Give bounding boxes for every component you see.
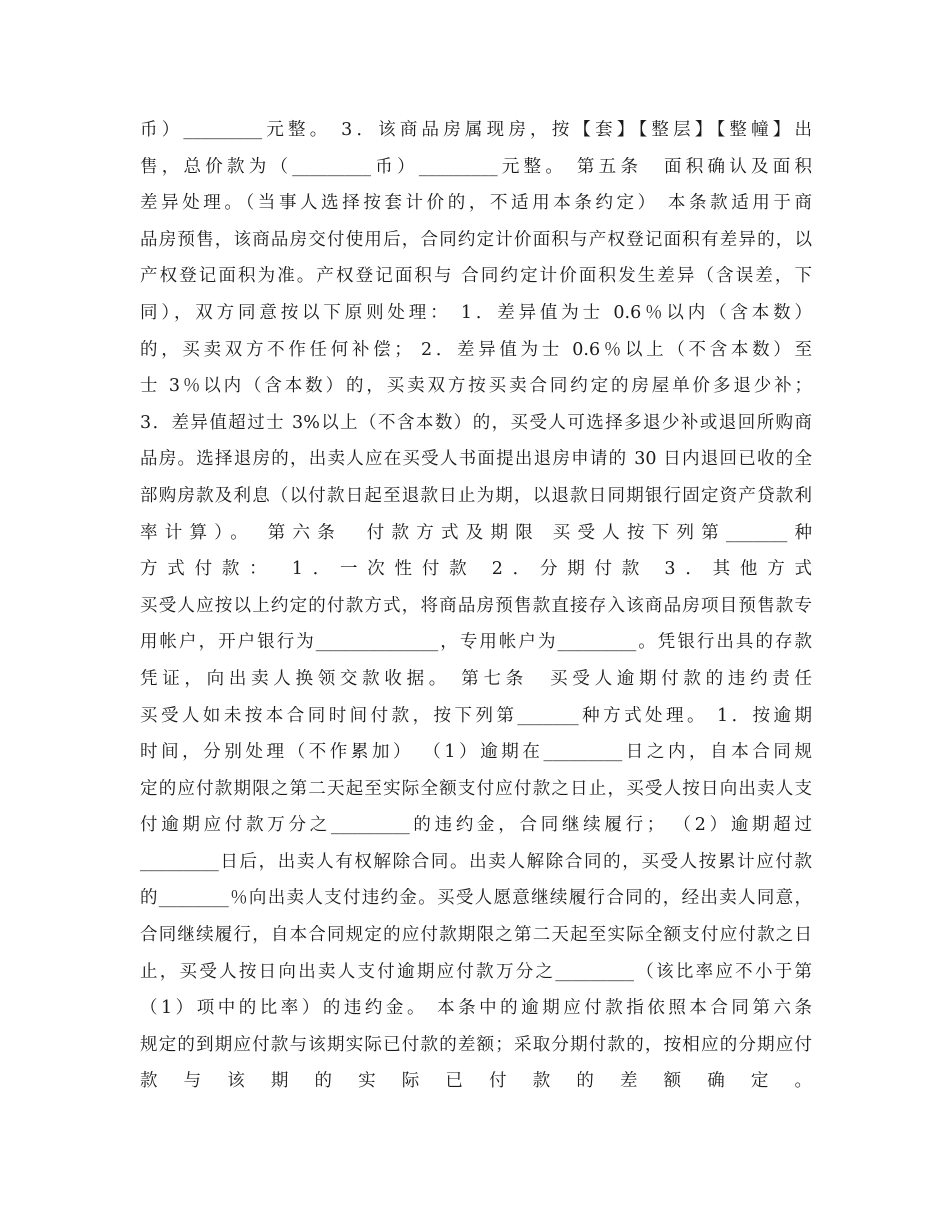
text-line: 定的应付款期限之第二天起至实际全额支付应付款之日止，买受人按日向出卖人支 xyxy=(140,778,812,799)
text-line: 3．差异值超过士 3%以上（不含本数）的，买受人可选择多退少补或退回所购商 xyxy=(140,412,812,433)
text-line: 品房预售，该商品房交付使用后，合同约定计价面积与产权登记面积有差异的，以 xyxy=(140,229,812,250)
text-line: 差异处理。（当事人选择按套计价的，不适用本条约定） 本条款适用于商 xyxy=(140,193,812,214)
text-line: 付逾期应付款万分之_________的违约金，合同继续履行； （2）逾期超过 xyxy=(140,815,812,836)
text-line: 士 3％以内（含本数）的，买卖双方按买卖合同约定的房屋单价多退少补； xyxy=(140,376,812,397)
text-line: 用帐户，开户银行为______________，专用帐户为_________。凭银行出具的存款 xyxy=(140,632,812,653)
text-line: 售，总价款为（_________币）_________元整。 第五条 面积确认及面积 xyxy=(140,156,812,177)
text-line: 的________％向出卖人支付违约金。买受人愿意继续履行合同的，经出卖人同意， xyxy=(140,888,812,909)
text-line: 凭证，向出卖人换领交款收据。 第七条 买受人逾期付款的违约责任 xyxy=(140,668,812,689)
text-line: 品房。选择退房的，出卖人应在买受人书面提出退房申请的 30 日内退回已收的全 xyxy=(140,449,812,470)
text-line: 同），双方同意按以下原则处理： 1．差异值为士 0.6％以内（含本数） xyxy=(140,302,812,323)
contract-text-body xyxy=(140,112,812,1100)
text-line: 产权登记面积为准。产权登记面积与 合同约定计价面积发生差异（含误差，下 xyxy=(140,266,812,287)
text-line: 时间，分别处理（不作累加） （1）逾期在_________日之内，自本合同规 xyxy=(140,742,812,763)
text-line: 规定的到期应付款与该期实际已付款的差额；采取分期付款的，按相应的分期应付 xyxy=(140,1034,812,1055)
text-line: （1）项中的比率）的违约金。 本条中的逾期应付款指依照本合同第六条 xyxy=(140,998,812,1019)
text-line: 部购房款及利息（以付款日起至退款日止为期，以退款日同期银行固定资产贷款利 xyxy=(140,485,812,506)
text-line: _________日后，出卖人有权解除合同。出卖人解除合同的，买受人按累计应付款 xyxy=(140,851,812,872)
text-line: 的，买卖双方不作任何补偿； 2．差异值为士 0.6％以上（不含本数）至 xyxy=(140,339,812,360)
text-line: 方式付款： 1．一次性付款 2．分期付款 3．其他方式 xyxy=(140,559,812,580)
text-line: 款 与 该 期 的 实 际 已 付 款 的 差 额 确 定 。 xyxy=(140,1071,812,1092)
text-line: 率计算）。 第六条 付款方式及期限 买受人按下列第_______种 xyxy=(140,522,812,543)
text-line: 合同继续履行，自本合同规定的应付款期限之第二天起至实际全额支付应付款之日 xyxy=(140,925,812,946)
text-line: 买受人应按以上约定的付款方式，将商品房预售款直接存入该商品房项目预售款专 xyxy=(140,595,812,616)
text-line: 止，买受人按日向出卖人支付逾期应付款万分之_________（该比率应不小于第 xyxy=(140,961,812,982)
text-line: 币）_________元整。 3．该商品房属现房，按【套】【整层】【整幢】出 xyxy=(140,120,812,140)
text-line: 买受人如未按本合同时间付款，按下列第_______种方式处理。 1．按逾期 xyxy=(140,705,812,726)
